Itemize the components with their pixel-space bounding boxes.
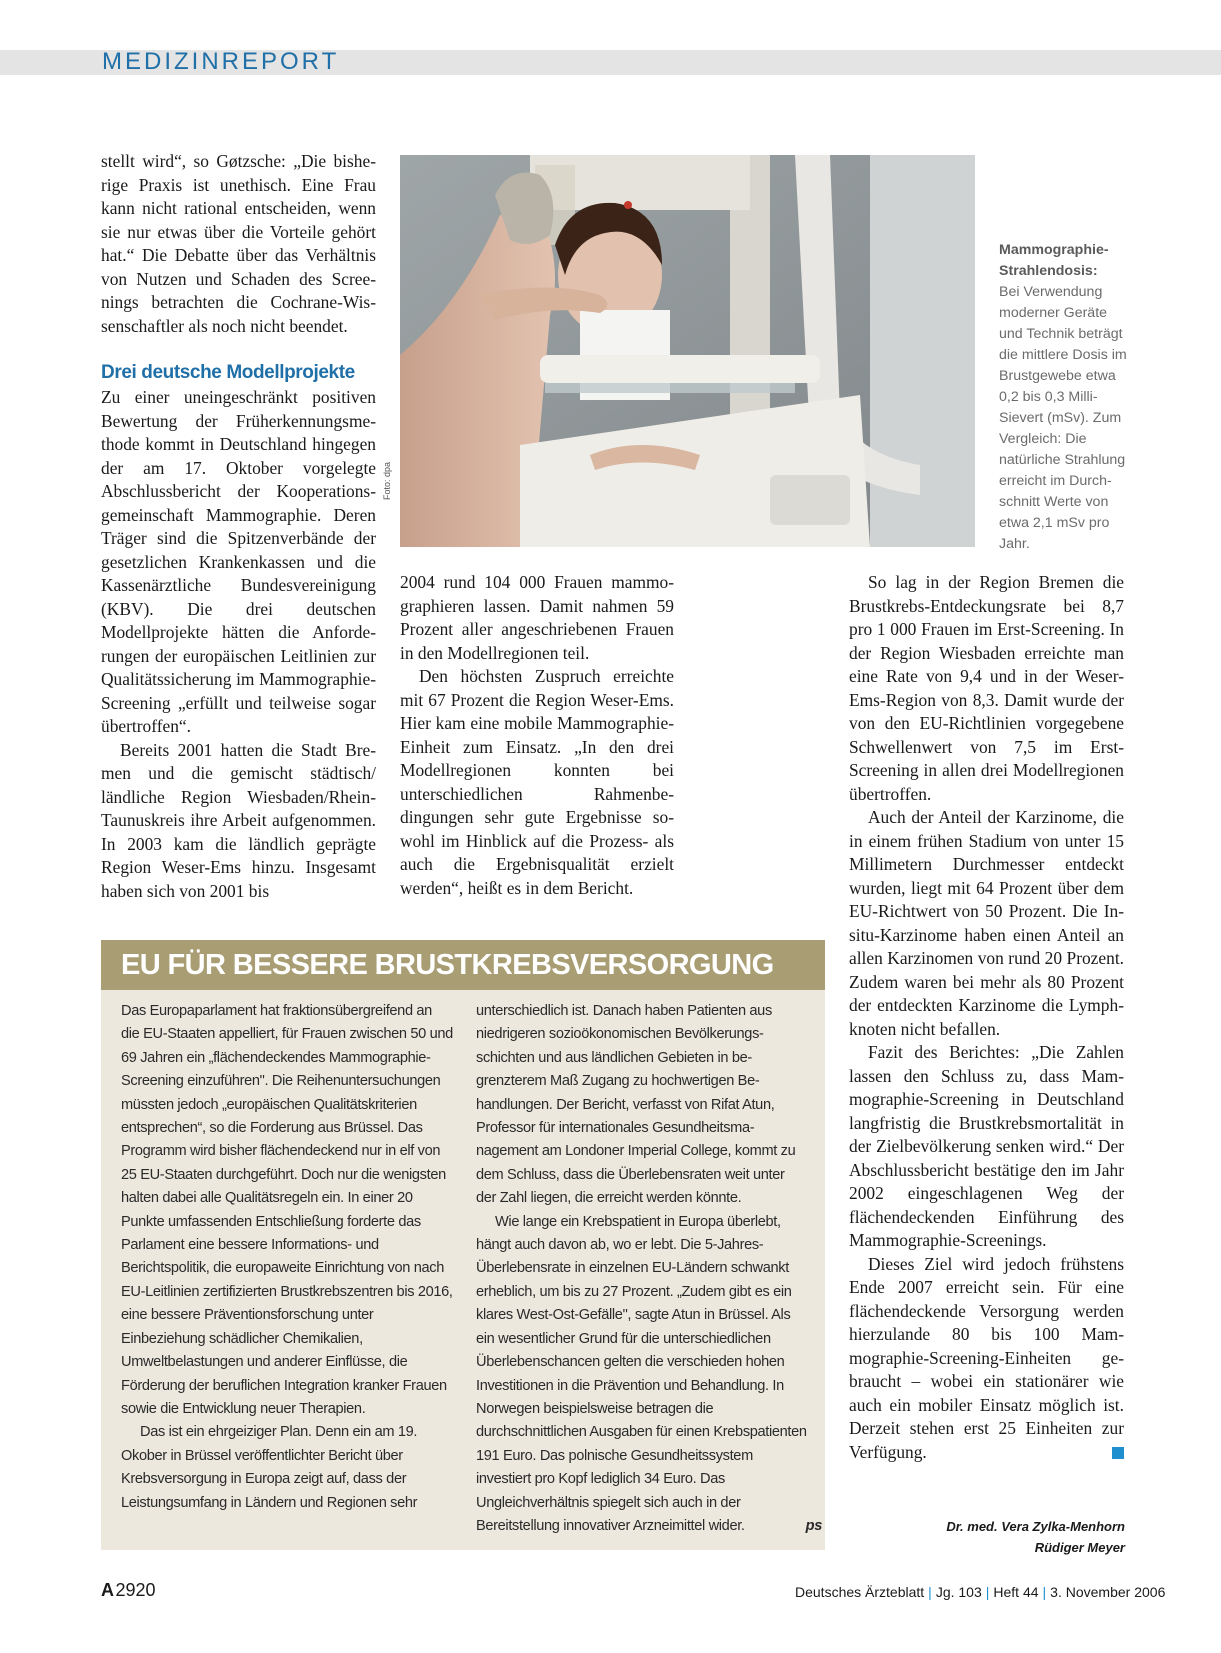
paragraph (476, 1211, 822, 1539)
separator: | (985, 1584, 990, 1600)
separator: | (928, 1584, 932, 1600)
paragraph: Das Europaparlament hat fraktionsübergreifend an die EU-Staaten appelliert, für Frauen zwischen 50 und 69 Jahren ein „flächendeckendes Mammographie-Screening einzuführen". Die Reihenuntersuchungen müssten jedoch „europäischen Qualitätskriterien entsprechen“, so die Forderung aus Brüssel. Das Programm wird bisher flächendeckend nur in elf von 25 EU-Staaten durchgeführt. Doch nur die wenigsten halten dabei alle Qualitätsregeln ein. In einer 20 Punkte umfassenden Entschließung forderte das Parlament eine bessere Informations- und Berichtspolitik, die europaweite Einrichtung von nach EU-Leitlinien zertifizierten Brustkrebszentren bis 2016, eine bessere Präventionsforschung unter Einbeziehung schädlicher Chemikalien, Umweltbelastungen und anderer Einflüsse, die Förderung der beruflichen Integration kranker Frauen sowie die Entwicklung neuer Therapien. (121, 1003, 453, 1417)
photo-credit: Foto: dpa (382, 461, 392, 500)
paragraph: stellt wird“, so Gøtzsche: „Die bisherige Praxis ist unethisch. Eine Frau kann nicht rational entscheiden, wenn sie nur etwas über die Vorteile gehört hat.“ Die Debatte über das Verhältnis von Nutzen und Schaden des Screenings betrachten die Cochrane-Wissenschaftler als noch nicht beendet. (101, 151, 376, 336)
left-column (101, 150, 376, 903)
author-2: Rüdiger Meyer (1034, 1540, 1125, 1555)
info-box-header (101, 940, 825, 990)
paragraph (849, 1253, 1124, 1465)
page-prefix: A (101, 1580, 114, 1600)
caption-title: Mammographie-Strahlendosis: (999, 242, 1109, 279)
paragraph-text: Wie lange ein Krebspatient in Europa überlebt, hängt auch davon ab, wo er lebt. Die 5-Jahres-Überlebensrate in einzelnen EU-Ländern schwankt erheblich, um bis zu 27 Prozent. „Zudem gibt es ein klares West-Ost-Gefälle", sagte Atun in Brüssel. Als ein wesentlicher Grund für die unterschiedlichen Überlebenschancen gelten die verschieden hohen Investitionen in die Prävention und Behandlung. In Norwegen beispielsweise betragen die durchschnittlichen Ausgaben für einen Krebspatienten 191 Euro. Das polnische Gesundheitssystem investiert pro Kopf lediglich 34 Euro. Das Ungleichverhältnis spiegelt sich auch in der Bereitstellung innovativer Arzneimittel wider. (476, 1213, 807, 1534)
info-box-column-1 (121, 1000, 453, 1515)
info-box-title: EU FÜR BESSERE BRUSTKREBSVERSORGUNG (121, 949, 774, 981)
paragraph: unterschiedlich ist. Danach haben Patienten aus niedrigeren sozioökonomischen Bevölkerungsschichten und aus ländlichen Gebieten in begrenzterem Maß Zugang zu hochwertigen Behandlungen. Der Bericht, verfasst von Rifat Atun, Professor für internationales Gesundheitsmanagement am Londoner Imperial College, kommt zu dem Schluss, dass die Überlebensraten weit unter der Zahl liegen, die erreicht werden könnte. (476, 1003, 796, 1207)
subheading: Drei deutsche Modellprojekte (101, 362, 355, 383)
photo-illustration (400, 155, 975, 547)
paragraph: 2004 rund 104 000 Frauen mammographieren lassen. Damit nahmen 59 Prozent aller angeschriebenen Frauen in den Modellregionen teil. (400, 572, 674, 663)
paragraph: Bereits 2001 hatten die Stadt Bremen und die gemischt städtisch/ ländliche Region Wiesbaden/Rhein-Taunuskreis ihre Arbeit aufgenommen. In 2003 kam die ländlich geprägte Region Weser-Ems hinzu. Insgesamt haben sich von 2001 bis (101, 739, 376, 901)
journal-date: 3. November 2006 (1050, 1584, 1166, 1600)
authors (880, 1516, 1125, 1558)
caption-text: Bei Verwendung moderner Geräte und Technik beträgt die mittlere Dosis im Brustgewebe etwa 0,2 bis 0,3 Milli-Sievert (mSv). Zum Vergleich: Die natürliche Strahlung erreicht im Durchschnitt Werte von etwa 2,1 mSv pro Jahr. (999, 284, 1127, 552)
info-box-column-2 (476, 1000, 822, 1538)
end-mark-icon (1112, 1447, 1124, 1459)
page-number (101, 1580, 156, 1601)
mammography-photo (400, 155, 975, 547)
paragraph: Auch der Anteil der Karzinome, die in einem frühen Stadium von unter 15 Millimetern Durchmesser entdeckt wurden, liegt mit 64 Prozent über dem EU-Richtwert von 50 Prozent. Die In-situ-Karzinome haben einen Anteil an allen Karzinomen von rund 20 Prozent. Zudem waren bei mehr als 80 Prozent der entdeckten Karzinome die Lymphknoten nicht befallen. (849, 807, 1124, 1039)
paragraph: Fazit des Berichtes: „Die Zahlen lassen den Schluss zu, dass Mammographie-Screening in Deutschland langfristig die Brustkrebsmortalität in der Zielbevölkerung senken wird.“ Der Abschlussbericht bestätige den im Jahr 2002 eingeschlagenen Weg der flächendeckenden Einführung des Mammographie-Screenings. (849, 1042, 1124, 1250)
journal-footer (795, 1584, 1166, 1600)
section-title: MEDIZINREPORT (102, 48, 340, 75)
page-number-value: 2920 (115, 1580, 156, 1600)
author-1: Dr. med. Vera Zylka-Menhorn (946, 1519, 1125, 1534)
paragraph: Den höchsten Zuspruch erreichte mit 67 Prozent die Region Weser-Ems. Hier kam eine mobile Mammographie-Einheit zum Einsatz. „In den drei Modellregionen konnten bei unterschiedlichen Rahmenbedingungen sehr gute Ergebnisse sowohl im Hinblick auf die Prozess- als auch die Ergebnisqualität erzielt werden“, heißt es in dem Bericht. (400, 666, 674, 898)
journal-issue: Heft 44 (993, 1584, 1039, 1600)
paragraph: Zu einer uneingeschränkt positiven Bewertung der Früherkennungsmethode kommt in Deutschland hingegen der am 17. Oktober vorgelegte Abschlussbericht der Kooperationsgemeinschaft Mammographie. Deren Träger sind die Spitzenverbände der gesetzlichen Krankenkassen und die Kassenärztliche Bundesvereinigung (KBV). Die drei deutschen Modellprojekte hätten die Anforderungen der europäischen Leitlinien zur Qualitätssicherung im Mammographie-Screening „erfüllt und teilweise sogar übertroffen“. (101, 387, 376, 736)
info-box (101, 940, 825, 1550)
middle-column (400, 571, 674, 900)
right-column (849, 571, 1124, 1464)
paragraph: So lag in der Region Bremen die Brustkrebs-Entdeckungsrate bei 8,7 pro 1 000 Frauen im Erst-Screening. In der Region Wiesbaden erreichte man eine Rate von 9,4 und in der Weser-Ems-Region von 8,3. Damit wurde der von den EU-Richtlinien vorgegebene Schwellenwert von 7,5 im Erst-Screening in allen drei Modellregionen übertroffen. (849, 572, 1124, 804)
paragraph: Das ist ein ehrgeiziger Plan. Denn ein am 19. Okober in Brüssel veröffentlichter Bericht über Krebsversorgung in Europa zeigt auf, dass der Leistungsumfang in Ländern und Regionen sehr (121, 1424, 418, 1511)
paragraph-text: Dieses Ziel wird jedoch frühstens Ende 2007 erreicht sein. Für eine flächendeckende Versorgung werden hierzulande 80 bis 100 Mammographie-Screening-Einheiten gebraucht – wobei ein stationärer wie auch ein mobiler Einsatz möglich ist. Derzeit stehen erst 25 Einheiten zur Verfügung. (849, 1253, 1124, 1462)
signature: ps (805, 1517, 822, 1534)
journal-name: Deutsches Ärzteblatt (795, 1584, 925, 1600)
journal-volume: Jg. 103 (935, 1584, 982, 1600)
separator: | (1042, 1584, 1047, 1600)
photo-caption (999, 240, 1129, 555)
